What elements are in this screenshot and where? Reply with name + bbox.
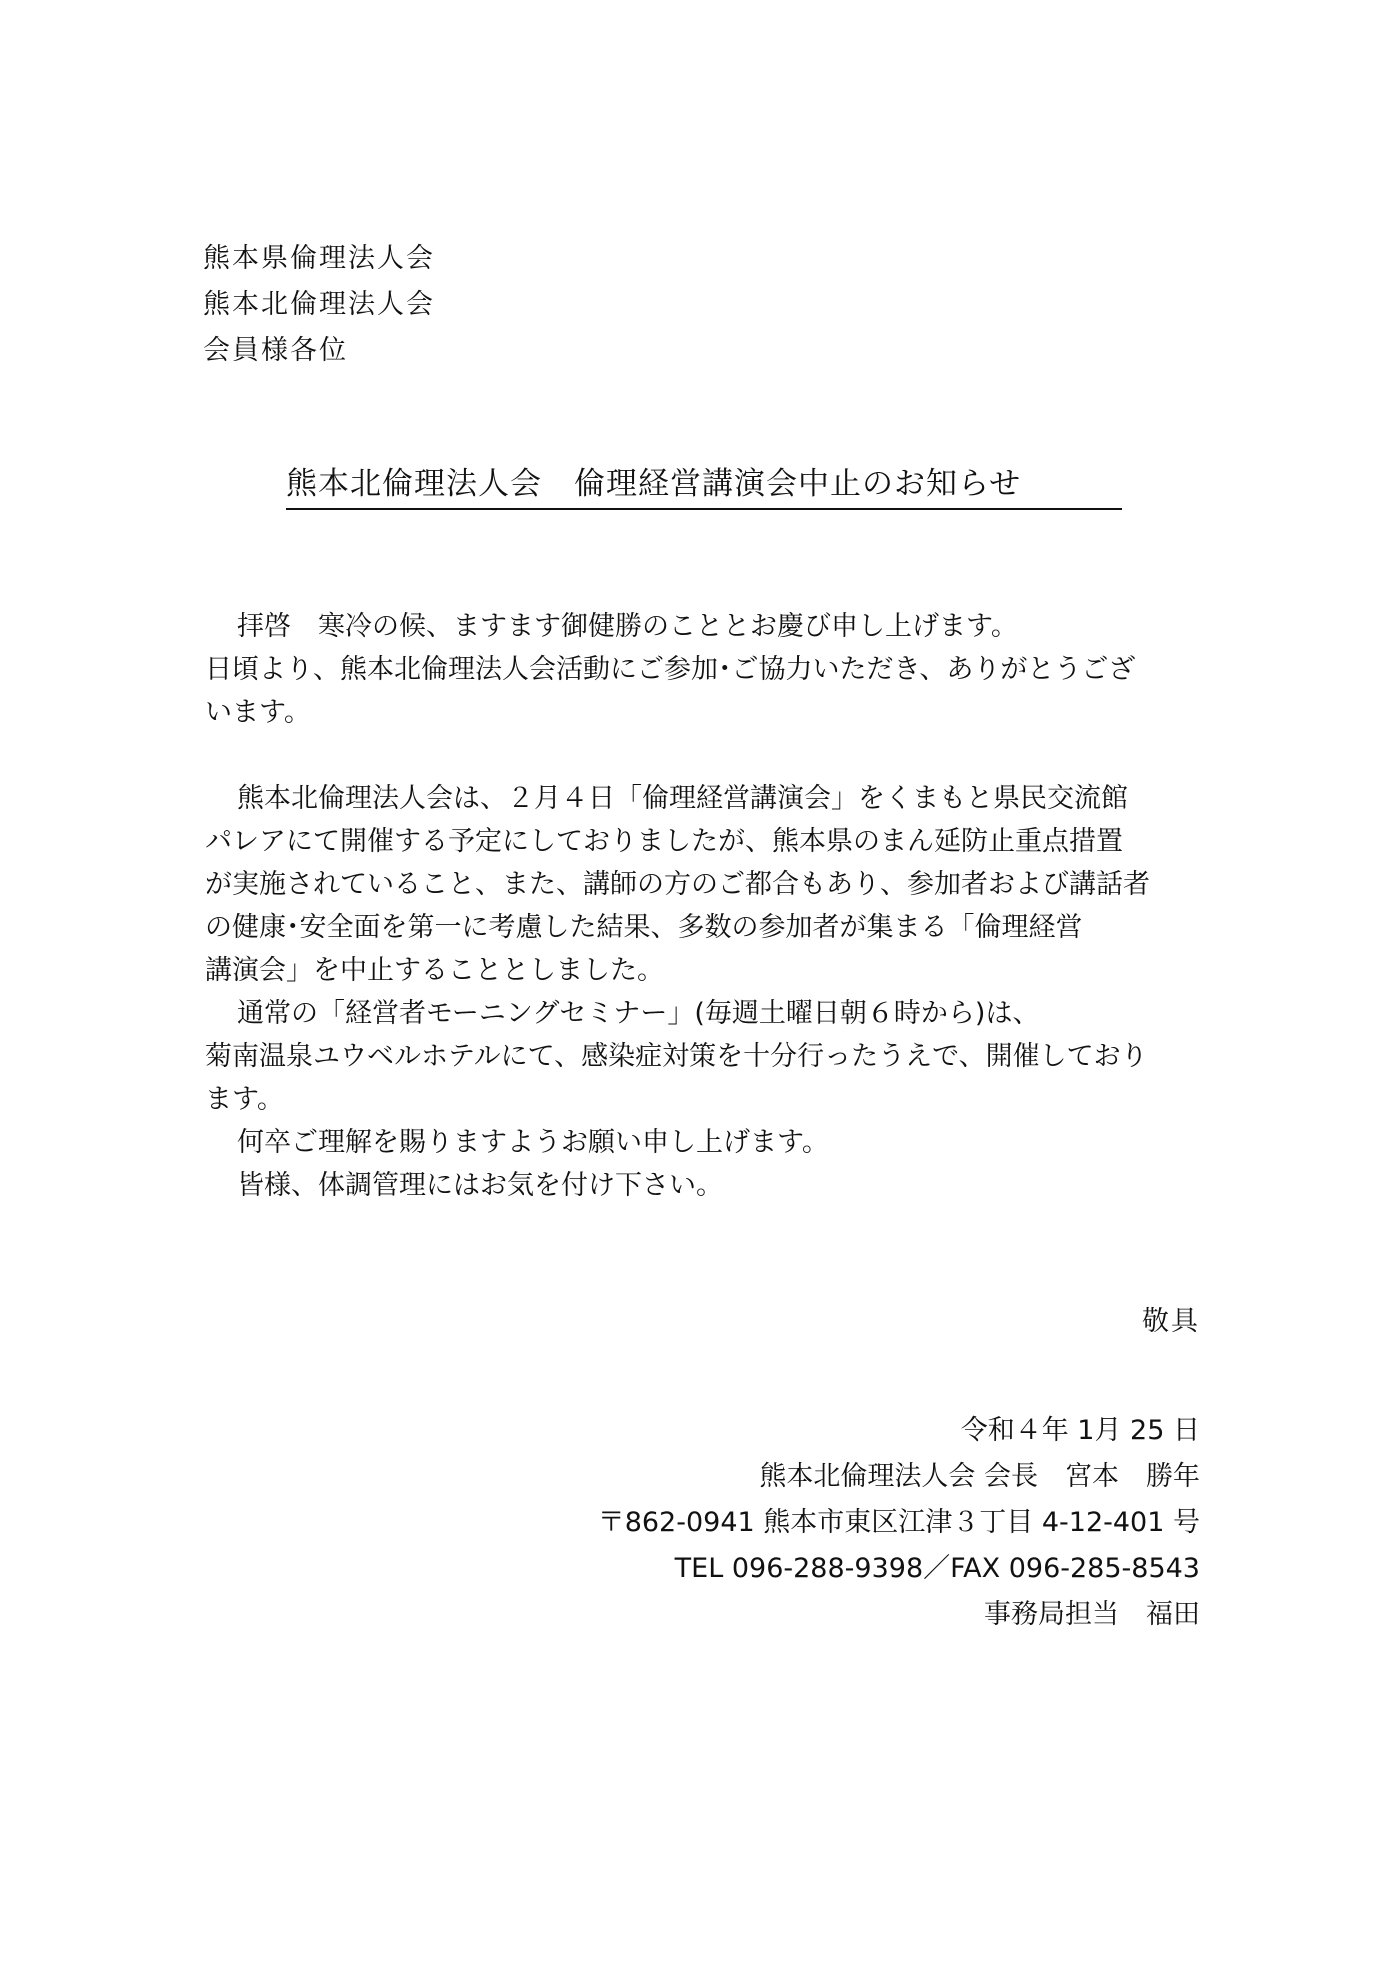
body-line: ます。: [205, 1084, 284, 1115]
paragraph-gap: [205, 734, 1205, 777]
letter-body: [205, 605, 1205, 1207]
body-line: 菊南温泉ユウベルホテルにて、感染症対策を十分行ったうえで、開催しており: [205, 1041, 1148, 1072]
recipient-line: 熊本県倫理法人会: [203, 243, 435, 274]
body-line: 何卒ご理解を賜りますようお願い申し上げます。: [237, 1127, 829, 1158]
body-line: 通常の「経営者モーニングセミナー」(毎週土曜日朝６時から)は、: [237, 998, 1040, 1029]
body-line: 日頃より、熊本北倫理法人会活動にご参加･ご協力いただき、ありがとうござ: [205, 654, 1136, 685]
body-line: パレアにて開催する予定にしておりましたが、熊本県のまん延防止重点措置: [205, 826, 1123, 857]
recipient-line: 会員様各位: [203, 335, 348, 366]
document-title: 熊本北倫理法人会 倫理経営講演会中止のお知らせ: [286, 462, 1122, 510]
body-line: います。: [205, 697, 311, 728]
body-line: 拝啓 寒冷の候、ますます御健勝のこととお慶び申し上げます。: [237, 611, 1018, 642]
signature-address: 〒862-0941 熊本市東区江津３丁目 4-12-401 号: [597, 1507, 1200, 1538]
body-line: が実施されていること、また、講師の方のご都合もあり、参加者および講話者: [205, 869, 1150, 900]
body-line: 講演会」を中止することとしました。: [205, 955, 664, 986]
signature-office: 事務局担当 福田: [984, 1599, 1200, 1630]
body-line: 皆様、体調管理にはお気を付け下さい。: [237, 1170, 723, 1201]
recipient-block: [203, 236, 435, 374]
signature-block: [598, 1408, 1200, 1638]
body-line: の健康･安全面を第一に考慮した結果、多数の参加者が集まる「倫理経営: [205, 912, 1083, 943]
signature-date: 令和４年 1月 25 日: [960, 1415, 1200, 1446]
recipient-line: 熊本北倫理法人会: [203, 289, 435, 320]
closing-salutation: 敬具: [1142, 1306, 1200, 1337]
signature-contact: TEL 096-288-9398／FAX 096-285-8543: [674, 1553, 1200, 1584]
signature-sender: 熊本北倫理法人会 会長 宮本 勝年: [759, 1461, 1200, 1492]
body-line: 熊本北倫理法人会は、２月４日「倫理経営講演会」をくまもと県民交流館: [237, 783, 1128, 814]
